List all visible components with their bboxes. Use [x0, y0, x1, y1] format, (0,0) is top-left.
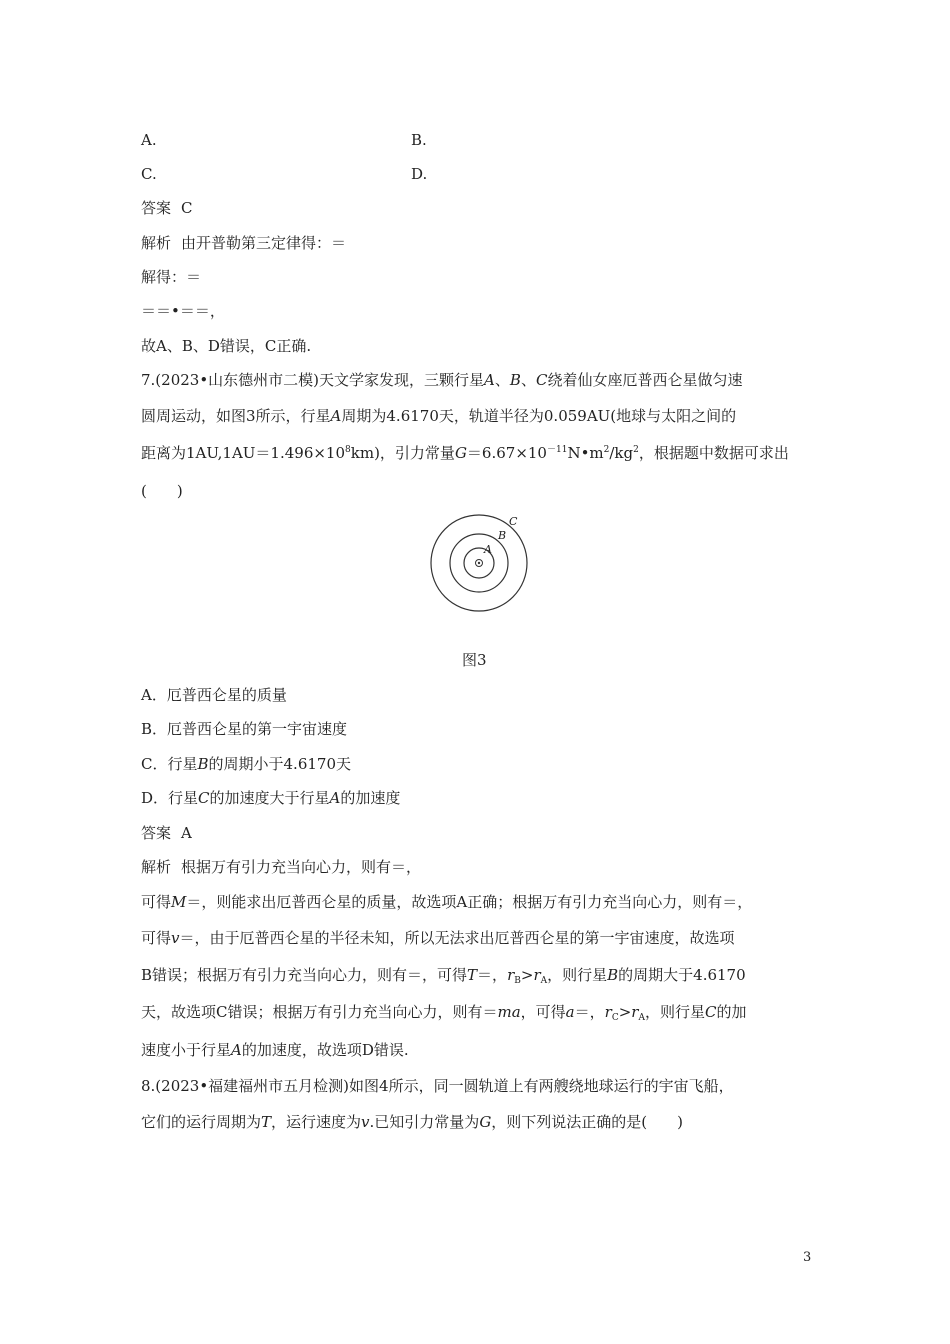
- var: C: [198, 789, 210, 807]
- var: A: [484, 371, 495, 389]
- option-b: B.: [411, 131, 427, 149]
- text: 的加速度: [340, 789, 401, 807]
- text: 周期为4.6170天，轨道半径为0.059AU(地球与太阳之间的: [341, 407, 737, 425]
- option-d: D.: [411, 165, 428, 183]
- text: >: [618, 1003, 632, 1021]
- text: 可得: [141, 893, 172, 911]
- q7-option-c: [141, 754, 351, 774]
- text: ＝6.67×10: [466, 444, 547, 462]
- q7-analysis-6: [141, 1040, 409, 1060]
- text: 的周期大于4.6170: [618, 966, 746, 984]
- var: B: [197, 755, 209, 773]
- var: v: [171, 929, 180, 947]
- var: v: [361, 1113, 370, 1131]
- var: r: [507, 966, 515, 984]
- text: B错误；根据万有引力充当向心力，则有＝，可得: [141, 966, 468, 984]
- answer-label: 答案: [141, 824, 172, 842]
- text: .已知引力常量为: [369, 1113, 480, 1131]
- figure-caption: 图3: [462, 651, 487, 669]
- text: ，可得: [520, 1003, 566, 1021]
- var: G: [454, 444, 467, 462]
- text: 速度小于行星: [141, 1041, 232, 1059]
- var: T: [261, 1113, 272, 1131]
- q7-analysis-3: [141, 928, 735, 948]
- var: A: [330, 407, 342, 425]
- text: 圆周运动，如图3所示，行星: [141, 407, 331, 425]
- q8-stem-2: [141, 1112, 683, 1132]
- answer-label: 答案: [141, 199, 172, 217]
- q7-analysis-5: [141, 1002, 746, 1022]
- exponent: 2: [603, 445, 610, 455]
- text: 、: [520, 371, 536, 389]
- analysis-label: 解析: [141, 234, 172, 252]
- var: ma: [497, 1003, 521, 1021]
- text: ＝，: [574, 1003, 605, 1021]
- label-b: B: [498, 529, 507, 542]
- text: 距离为1AU,1AU＝1.496×10: [141, 444, 346, 462]
- q7-stem-3: [141, 443, 789, 463]
- var: T: [467, 966, 478, 984]
- q7-option-d: [141, 788, 400, 808]
- central-star-dot: [478, 562, 480, 564]
- subscript: A: [540, 976, 548, 986]
- analysis-text: 由开普勒第三定律得：＝: [181, 234, 347, 252]
- var: C: [704, 1003, 717, 1021]
- var: C: [535, 371, 548, 389]
- text: km)，引力常量: [350, 444, 455, 462]
- q7-option-a: A．厄普西仑星的质量: [141, 686, 287, 704]
- text: ＝，由于厄普西仑星的半径未知，所以无法求出厄普西仑星的第一宇宙速度，故选项: [179, 929, 735, 947]
- text: ，根据题中数据可求出: [638, 444, 789, 462]
- text: 天，故选项C错误；根据万有引力充当向心力，则有＝: [141, 1003, 498, 1021]
- text: ，则下列说法正确的是( ): [491, 1113, 684, 1131]
- var: B: [607, 966, 619, 984]
- q7-analysis-2: [141, 892, 752, 912]
- option-a: A.: [141, 131, 157, 149]
- exponent: －11: [546, 445, 568, 455]
- subscript: C: [611, 1013, 619, 1023]
- text: /kg: [609, 444, 634, 462]
- text: 的加: [716, 1003, 747, 1021]
- var: B: [509, 371, 521, 389]
- q7-stem-2: [141, 406, 736, 426]
- text: 它们的运行周期为: [141, 1113, 262, 1131]
- exponent: 8: [345, 445, 351, 455]
- text: 根据万有引力充当向心力，则有＝，: [181, 858, 422, 876]
- exponent: 2: [633, 445, 639, 455]
- text: N•m: [567, 444, 604, 462]
- text: 绕着仙女座厄普西仑星做匀速: [547, 371, 743, 389]
- label-c: C: [509, 515, 518, 528]
- var: A: [231, 1041, 242, 1059]
- text: 可得: [141, 929, 172, 947]
- orbit-figure: [428, 512, 532, 616]
- text: ，运行速度为: [271, 1113, 362, 1131]
- var: a: [565, 1003, 575, 1021]
- text: 7.(2023•山东德州市二模)天文学家发现，三颗行星: [141, 371, 485, 389]
- q7-stem-1: [141, 370, 742, 390]
- q6-analysis-4: 故A、B、D错误，C正确.: [141, 337, 312, 355]
- label-a: A: [484, 543, 492, 556]
- analysis-label: 解析: [141, 858, 172, 876]
- subscript: B: [514, 976, 521, 986]
- subscript: A: [638, 1013, 645, 1023]
- answer-value: C: [181, 199, 193, 217]
- text: ，则行星: [644, 1003, 705, 1021]
- q7-answer: [141, 823, 192, 843]
- orbit-diagram: [428, 512, 532, 612]
- q8-stem-1: 8.(2023•福建福州市五月检测)如图4所示，同一圆轨道上有两艘绕地球运行的宇宙飞船，: [141, 1077, 734, 1095]
- q6-answer: [141, 198, 193, 218]
- var: r: [604, 1003, 612, 1021]
- text: 的加速度，故选项D错误.: [241, 1041, 409, 1059]
- var: A: [329, 789, 341, 807]
- q6-analysis-3: ＝＝•＝＝，: [141, 302, 225, 320]
- option-c: C.: [141, 165, 157, 183]
- text: 的周期小于4.6170天: [208, 755, 352, 773]
- text: ＝，则能求出厄普西仑星的质量，故选项A正确；根据万有引力充当向心力，则有＝，: [186, 893, 753, 911]
- q6-analysis-2: 解得：＝: [141, 268, 202, 286]
- var: r: [533, 966, 541, 984]
- text: ，则行星: [547, 966, 608, 984]
- var: M: [171, 893, 187, 911]
- text: D．行星: [141, 789, 199, 807]
- text: 、: [494, 371, 510, 389]
- q7-stem-4: ( ): [141, 482, 183, 500]
- answer-value: A: [181, 824, 192, 842]
- text: >: [520, 966, 534, 984]
- var: G: [479, 1113, 492, 1131]
- q7-analysis-4: [141, 965, 746, 985]
- q7-option-b: B．厄普西仑星的第一宇宙速度: [141, 720, 348, 738]
- var: r: [631, 1003, 639, 1021]
- text: C．行星: [141, 755, 198, 773]
- page-number: 3: [803, 1250, 812, 1265]
- q6-analysis-1: [141, 233, 346, 253]
- text: 的加速度大于行星: [209, 789, 330, 807]
- text: ＝，: [477, 966, 508, 984]
- q7-analysis-1: [141, 857, 421, 877]
